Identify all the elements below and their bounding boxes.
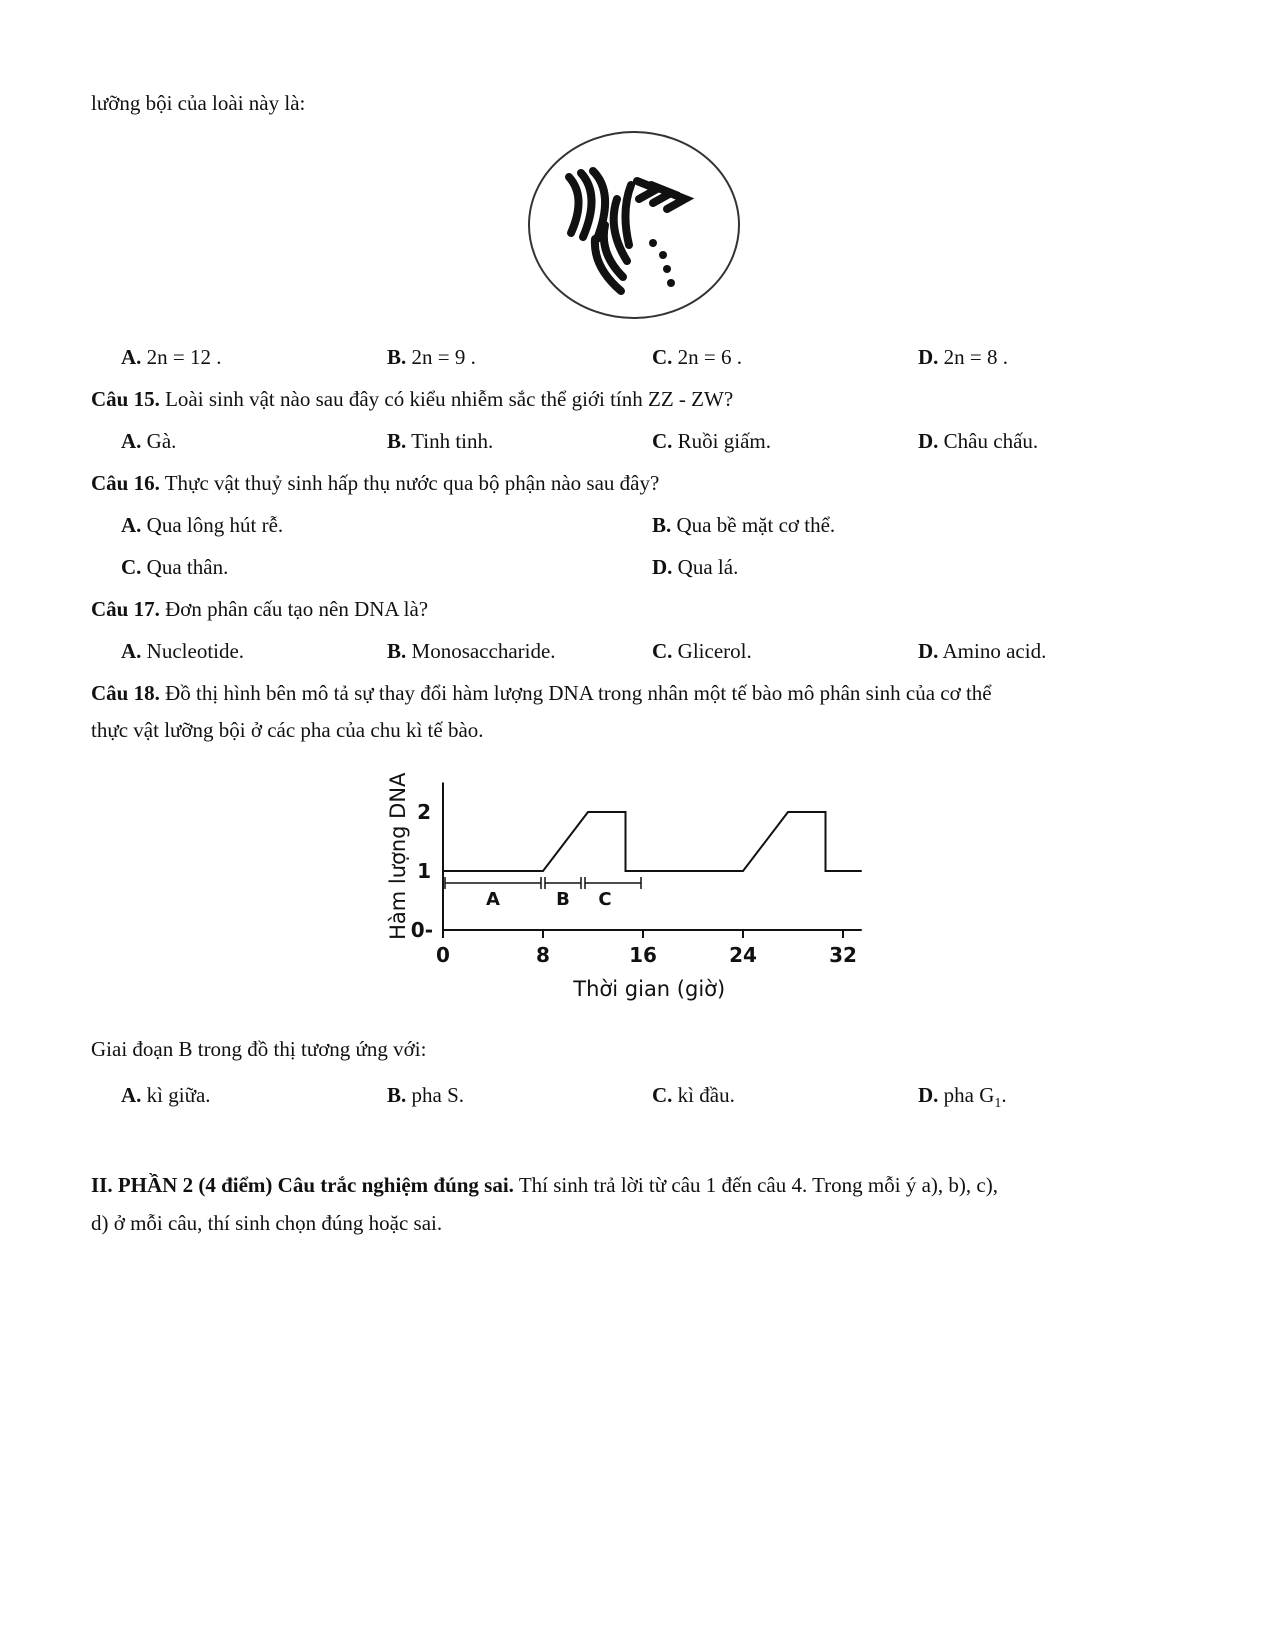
q18-question: Giai đoạn B trong đồ thị tương ứng với: xyxy=(91,1037,427,1061)
q15-option-a[interactable]: A. Gà. xyxy=(121,429,177,453)
q16-option-a[interactable]: A. Qua lông hút rễ. xyxy=(121,513,284,537)
q15-stem: Câu 15. Loài sinh vật nào sau đây có kiểu nhiễm sắc thể giới tính ZZ - ZW? xyxy=(91,387,734,411)
q16-option-b[interactable]: B. Qua bề mặt cơ thể. xyxy=(652,513,836,537)
q14-option-a[interactable]: A. 2n = 12 . xyxy=(121,345,222,369)
y-tick-label: 2 xyxy=(417,800,431,824)
q14-option-d[interactable]: D. 2n = 8 . xyxy=(918,345,1009,369)
x-tick-label: 32 xyxy=(829,943,857,967)
x-tick-label: 0 xyxy=(436,943,450,967)
y-tick-label: 1 xyxy=(417,859,431,883)
q15-label: Câu 15. xyxy=(91,387,160,411)
y-axis-title: Hàm lượng DNA xyxy=(386,772,410,940)
q14-option-c[interactable]: C. 2n = 6 . xyxy=(652,345,743,369)
x-tick-label: 24 xyxy=(729,943,757,967)
q18-option-c[interactable]: C. kì đầu. xyxy=(652,1083,735,1107)
q18-stem-line1: Câu 18. Đồ thị hình bên mô tả sự thay đổi hàm lượng DNA trong nhân một tế bào mô phân sinh của cơ thể xyxy=(91,681,992,705)
q17-option-d[interactable]: D. Amino acid. xyxy=(918,639,1047,663)
cell-outline xyxy=(529,132,739,318)
q15-option-c[interactable]: C. Ruồi giấm. xyxy=(652,429,772,453)
q17-option-b[interactable]: B. Monosaccharide. xyxy=(387,639,556,663)
q18-label: Câu 18. xyxy=(91,681,160,705)
q18-option-a[interactable]: A. kì giữa. xyxy=(121,1083,211,1107)
q17-stem: Câu 17. Đơn phân cấu tạo nên DNA là? xyxy=(91,597,429,621)
q17-option-c[interactable]: C. Glicerol. xyxy=(652,639,752,663)
dna-chart xyxy=(385,762,885,1012)
section2-line2: d) ở mỗi câu, thí sinh chọn đúng hoặc sai. xyxy=(91,1211,443,1235)
q18-stem-line2: thực vật lưỡng bội ở các pha của chu kì tế bào. xyxy=(91,718,484,742)
q16-stem: Câu 16. Thực vật thuỷ sinh hấp thụ nước qua bộ phận nào sau đây? xyxy=(91,471,660,495)
section2-line1: II. PHẦN 2 (4 điểm) Câu trắc nghiệm đúng sai. Thí sinh trả lời từ câu 1 đến câu 4. Trong mỗi ý a), b), c), xyxy=(91,1173,998,1197)
series-line-dna xyxy=(443,812,862,871)
y-tick-label: 0- xyxy=(410,918,433,942)
x-tick-label: 8 xyxy=(536,943,550,967)
phase-label-c: C xyxy=(598,889,612,910)
q18-option-b[interactable]: B. pha S. xyxy=(387,1083,465,1107)
q14-option-b[interactable]: B. 2n = 9 . xyxy=(387,345,476,369)
x-axis-title: Thời gian (giờ) xyxy=(573,977,726,1001)
q16-option-d[interactable]: D. Qua lá. xyxy=(652,555,739,579)
q17-option-a[interactable]: A. Nucleotide. xyxy=(121,639,245,663)
q17-label: Câu 17. xyxy=(91,597,160,621)
q15-option-b[interactable]: B. Tinh tinh. xyxy=(387,429,494,453)
q15-option-d[interactable]: D. Châu chấu. xyxy=(918,429,1039,453)
section2-heading: II. PHẦN 2 (4 điểm) Câu trắc nghiệm đúng sai. xyxy=(91,1173,514,1197)
chromosomes xyxy=(569,171,685,291)
q18-option-d[interactable]: D. pha $G_1$. xyxy=(918,1083,1007,1112)
chromosome-figure xyxy=(525,127,743,323)
phase-label-a: A xyxy=(486,889,500,910)
q16-option-c[interactable]: C. Qua thân. xyxy=(121,555,229,579)
q16-label: Câu 16. xyxy=(91,471,160,495)
intro-text: lưỡng bội của loài này là: xyxy=(91,91,306,115)
phase-label-b: B xyxy=(556,889,570,910)
x-tick-label: 16 xyxy=(629,943,657,967)
